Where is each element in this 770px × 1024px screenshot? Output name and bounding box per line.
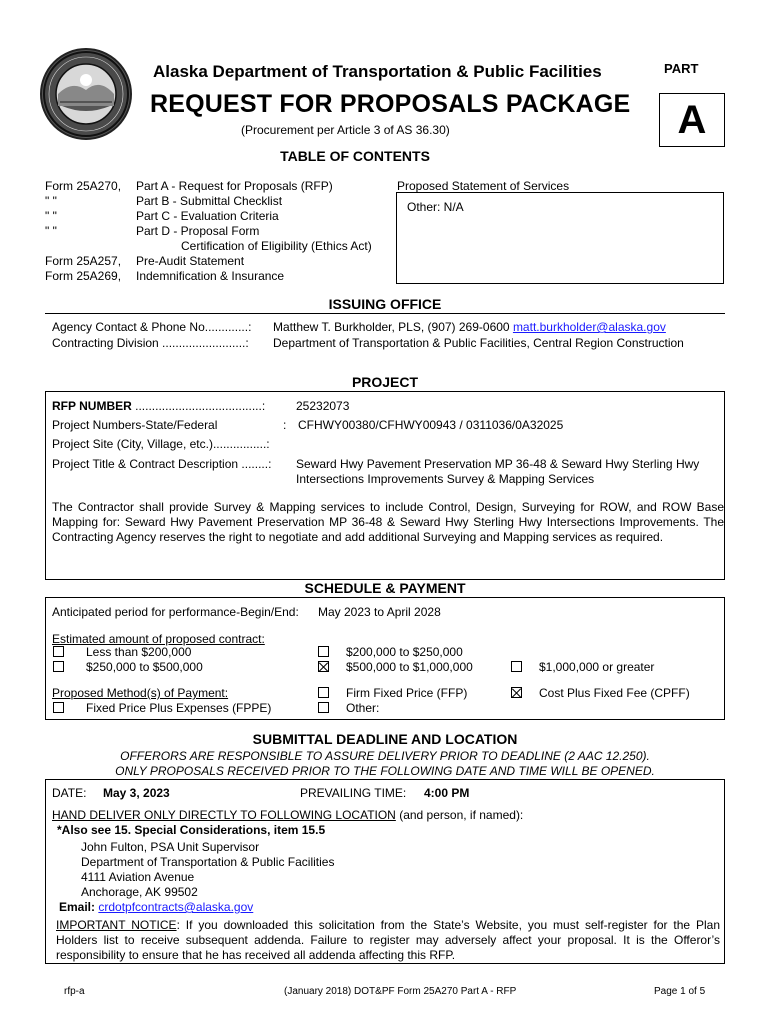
time-value: 4:00 PM bbox=[424, 786, 470, 800]
toc-item-4: Part D - Proposal Form bbox=[136, 224, 260, 238]
services-value: Other: N/A bbox=[407, 200, 464, 214]
toc-item-5: Certification of Eligibility (Ethics Act) bbox=[181, 239, 372, 253]
method-label-other: Other: bbox=[346, 701, 380, 715]
toc-form-1: Form 25A270, bbox=[45, 179, 122, 193]
footer-page-number: Page 1 of 5 bbox=[654, 986, 706, 997]
submittal-warning-1: OFFERORS ARE RESPONSIBLE TO ASSURE DELIVERY PRIOR TO DEADLINE (2 AAC 12.250). bbox=[120, 749, 650, 763]
also-see-note: *Also see 15. Special Considerations, item 15.5 bbox=[57, 823, 326, 837]
services-box bbox=[396, 192, 724, 284]
toc-heading: TABLE OF CONTENTS bbox=[280, 148, 430, 164]
toc-item-7: Indemnification & Insurance bbox=[136, 269, 285, 283]
date-value: May 3, 2023 bbox=[103, 786, 170, 800]
toc-item-3: Part C - Evaluation Criteria bbox=[136, 209, 279, 223]
date-label: DATE: bbox=[52, 786, 87, 800]
method-checkbox-cpff[interactable] bbox=[511, 687, 522, 698]
toc-items-column bbox=[136, 179, 396, 284]
issuing-divider bbox=[45, 313, 725, 314]
footer-left: rfp-a bbox=[64, 986, 85, 997]
rfp-label: RFP NUMBER bbox=[52, 399, 132, 413]
toc-form-7: Form 25A269, bbox=[45, 269, 122, 283]
project-numbers-colon: : bbox=[283, 418, 287, 432]
method-checkbox-ffp[interactable] bbox=[318, 687, 329, 698]
amount-checkbox-250k-500k[interactable] bbox=[53, 661, 64, 672]
contact-name-phone: Matthew T. Burkholder, PLS, (907) 269-0600 bbox=[273, 320, 510, 334]
email-label: Email: bbox=[59, 900, 96, 914]
part-letter-box: A bbox=[659, 93, 725, 147]
document-title: REQUEST FOR PROPOSALS PACKAGE bbox=[150, 90, 631, 118]
method-checkbox-other[interactable] bbox=[318, 702, 329, 713]
method-label-fppe: Fixed Price Plus Expenses (FPPE) bbox=[86, 701, 272, 715]
amount-label: Estimated amount of proposed contract: bbox=[52, 632, 265, 646]
address-line-2: Department of Transportation & Public Facilities bbox=[81, 855, 335, 869]
period-value: May 2023 to April 2028 bbox=[318, 605, 441, 619]
email-link[interactable]: crdotpfcontracts@alaska.gov bbox=[98, 900, 254, 914]
method-label-ffp: Firm Fixed Price (FFP) bbox=[346, 686, 468, 700]
important-notice bbox=[56, 918, 720, 963]
contact-email-link[interactable]: matt.burkholder@alaska.gov bbox=[512, 320, 666, 334]
period-label: Anticipated period for performance-Begin/End: bbox=[52, 605, 299, 619]
issuing-heading: ISSUING OFFICE bbox=[328, 296, 442, 312]
time-label: PREVAILING TIME: bbox=[300, 786, 407, 800]
rfp-value: 25232073 bbox=[296, 399, 350, 413]
project-numbers-value: CFHWY00380/CFHWY00943 / 0311036/0A32025 bbox=[298, 418, 564, 432]
project-title-value-2: Intersections Improvements Survey & Mapping Services bbox=[296, 472, 595, 486]
toc-item-6: Pre-Audit Statement bbox=[136, 254, 245, 268]
method-label: Proposed Method(s) of Payment: bbox=[52, 686, 229, 700]
document-subtitle: (Procurement per Article 3 of AS 36.30) bbox=[241, 123, 450, 137]
toc-forms-column bbox=[45, 179, 135, 284]
toc-item-1: Part A - Request for Proposals (RFP) bbox=[136, 179, 333, 193]
services-label: Proposed Statement of Services bbox=[397, 179, 570, 193]
address-line-4: Anchorage, AK 99502 bbox=[81, 885, 198, 899]
project-title-label: Project Title & Contract Description ........: bbox=[52, 457, 272, 471]
amount-checkbox-1m-plus[interactable] bbox=[511, 661, 522, 672]
notice-text: : If you downloaded this solicitation from the State’s Website, you must self-register for the Plan Holders list to receive subsequent addenda. Failure to register may adversely affect your proposal. It is the Offeror’s responsibility to ensure that he has received all addenda affecting this RFP. bbox=[56, 918, 720, 962]
submittal-heading: SUBMITTAL DEADLINE AND LOCATION bbox=[252, 731, 518, 747]
contact-label: Agency Contact & Phone No.............: bbox=[52, 320, 252, 334]
toc-form-6: Form 25A257, bbox=[45, 254, 122, 268]
project-numbers-label: Project Numbers-State/Federal bbox=[52, 418, 218, 432]
division-value: Department of Transportation & Public Facilities, Central Region Construction bbox=[273, 336, 684, 350]
project-description: The Contractor shall provide Survey & Mapping services to include Control, Design, Surveying for ROW, and ROW Base Mapping for: Seward Hwy Pavement Preservation MP 36-48 & Seward Hwy Sterling Hwy Intersections Improvements. The Contracting Agency reserves the right to negotiate and add additional Surveying and Mapping services as required. bbox=[52, 500, 724, 544]
amount-label-less-200k: Less than $200,000 bbox=[86, 645, 192, 659]
email-row bbox=[59, 900, 253, 915]
amount-checkbox-200k-250k[interactable] bbox=[318, 646, 329, 657]
schedule-heading: SCHEDULE & PAYMENT bbox=[304, 580, 466, 596]
notice-label: IMPORTANT NOTICE bbox=[56, 918, 177, 932]
toc-form-4: " " bbox=[45, 224, 57, 238]
footer-center: (January 2018) DOT&PF Form 25A270 Part A - RFP bbox=[284, 986, 517, 997]
amount-label-1m-plus: $1,000,000 or greater bbox=[539, 660, 655, 674]
toc-item-2: Part B - Submittal Checklist bbox=[136, 194, 283, 208]
address-line-3: 4111 Aviation Avenue bbox=[81, 870, 195, 884]
amount-label-250k-500k: $250,000 to $500,000 bbox=[86, 660, 203, 674]
amount-label-500k-1m: $500,000 to $1,000,000 bbox=[346, 660, 473, 674]
amount-label-200k-250k: $200,000 to $250,000 bbox=[346, 645, 463, 659]
rfp-dots: ......................................: bbox=[135, 399, 266, 413]
toc-form-3: " " bbox=[45, 209, 57, 223]
part-label: PART bbox=[664, 61, 699, 76]
amount-checkbox-500k-1m[interactable] bbox=[318, 661, 329, 672]
division-label: Contracting Division .........................: bbox=[52, 336, 249, 350]
delivery-address bbox=[81, 840, 334, 900]
state-seal-logo bbox=[40, 48, 132, 140]
deliver-label: HAND DELIVER ONLY DIRECTLY TO FOLLOWING LOCATION bbox=[52, 808, 396, 822]
deliver-row bbox=[52, 808, 523, 823]
address-line-1: John Fulton, PSA Unit Supervisor bbox=[81, 840, 260, 854]
project-title-value-1: Seward Hwy Pavement Preservation MP 36-48 & Seward Hwy Sterling Hwy bbox=[296, 457, 700, 471]
method-label-cpff: Cost Plus Fixed Fee (CPFF) bbox=[539, 686, 690, 700]
submittal-warning-2: ONLY PROPOSALS RECEIVED PRIOR TO THE FOLLOWING DATE AND TIME WILL BE OPENED. bbox=[115, 764, 655, 778]
deliver-suffix: (and person, if named): bbox=[399, 808, 524, 822]
method-checkbox-fppe[interactable] bbox=[53, 702, 64, 713]
toc-form-5 bbox=[45, 239, 135, 254]
project-site-label: Project Site (City, Village, etc.)................: bbox=[52, 437, 270, 451]
toc-form-2: " " bbox=[45, 194, 57, 208]
agency-name: Alaska Department of Transportation & Public Facilities bbox=[153, 62, 602, 81]
amount-checkbox-less-200k[interactable] bbox=[53, 646, 64, 657]
contact-value bbox=[273, 320, 666, 335]
rfp-label-row bbox=[52, 399, 265, 414]
project-heading: PROJECT bbox=[351, 374, 419, 390]
